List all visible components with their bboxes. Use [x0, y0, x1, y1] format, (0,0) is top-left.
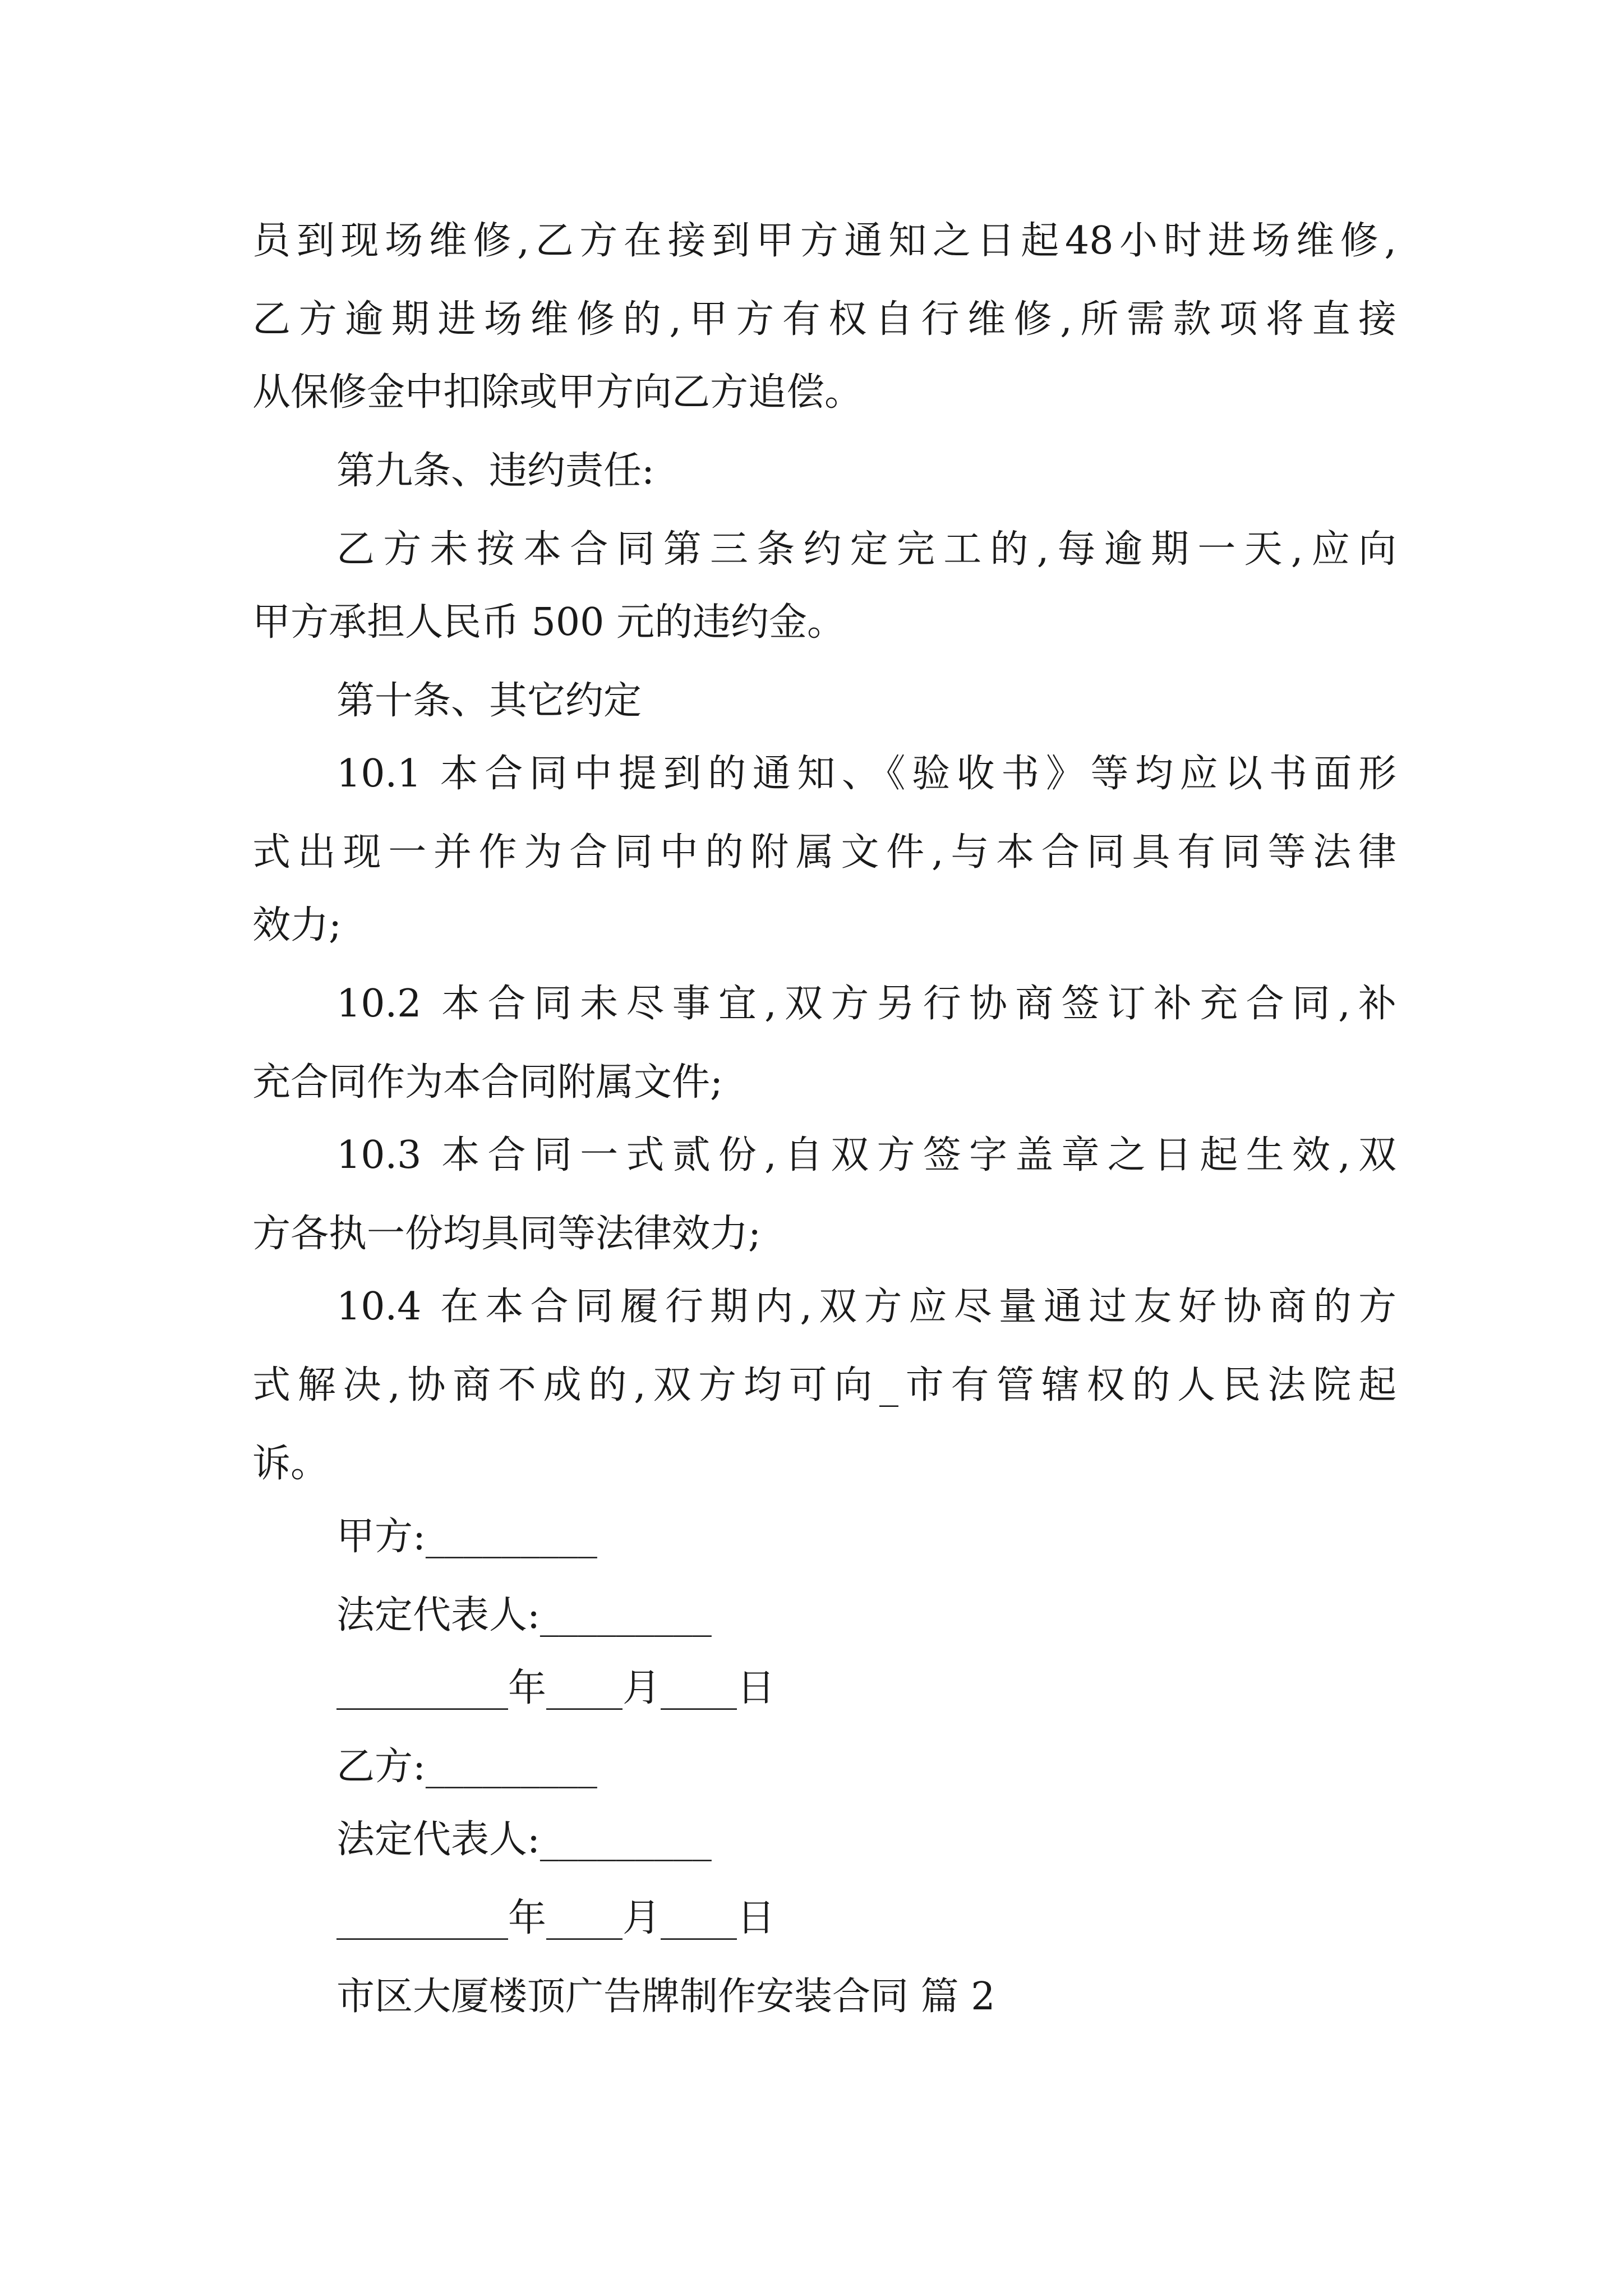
party-b-legal-rep: 法定代表人:_________ [336, 1818, 712, 1862]
paragraph-line: 10.4 在本合同履行期内,双方应尽量通过友好协商的方 [336, 1285, 1396, 1329]
paragraph-line: 效力; [252, 903, 342, 947]
section-heading: 第十条、其它约定 [336, 679, 642, 723]
party-b-signature: 乙方:_________ [336, 1745, 597, 1789]
party-a-signature: 甲方:_________ [336, 1515, 597, 1559]
party-a-date: _________年____月____日 [336, 1666, 776, 1710]
party-b-date: _________年____月____日 [336, 1896, 776, 1940]
paragraph-line: 式出现一并作为合同中的附属文件,与本合同具有同等法律 [252, 830, 1396, 875]
paragraph-line: 式解决,协商不成的,双方均可向_市有管辖权的人民法院起 [252, 1363, 1396, 1407]
next-section-title: 市区大厦楼顶广告牌制作安装合同 篇 2 [336, 1975, 995, 2019]
paragraph-line: 10.3 本合同一式贰份,自双方签字盖章之日起生效,双 [336, 1133, 1396, 1177]
party-a-legal-rep: 法定代表人:_________ [336, 1593, 712, 1637]
paragraph-line: 方各执一份均具同等法律效力; [252, 1212, 761, 1256]
paragraph-line: 10.2 本合同未尽事宜,双方另行协商签订补充合同,补 [336, 982, 1396, 1026]
section-heading: 第九条、违约责任: [336, 449, 654, 493]
paragraph-line: 甲方承担人民币 500 元的违约金。 [252, 600, 846, 645]
paragraph-line: 乙方未按本合同第三条约定完工的,每逾期一天,应向 [336, 527, 1396, 572]
paragraph-line: 10.1 本合同中提到的通知、《验收书》等均应以书面形 [336, 752, 1396, 796]
paragraph-line: 诉。 [252, 1442, 329, 1486]
paragraph-line: 充合同作为本合同附属文件; [252, 1060, 723, 1105]
paragraph-line: 乙方逾期进场维修的,甲方有权自行维修,所需款项将直接 [252, 297, 1396, 342]
paragraph-line: 从保修金中扣除或甲方向乙方追偿。 [252, 370, 863, 415]
paragraph-line: 员到现场维修,乙方在接到甲方通知之日起48小时进场维修, [252, 219, 1396, 263]
